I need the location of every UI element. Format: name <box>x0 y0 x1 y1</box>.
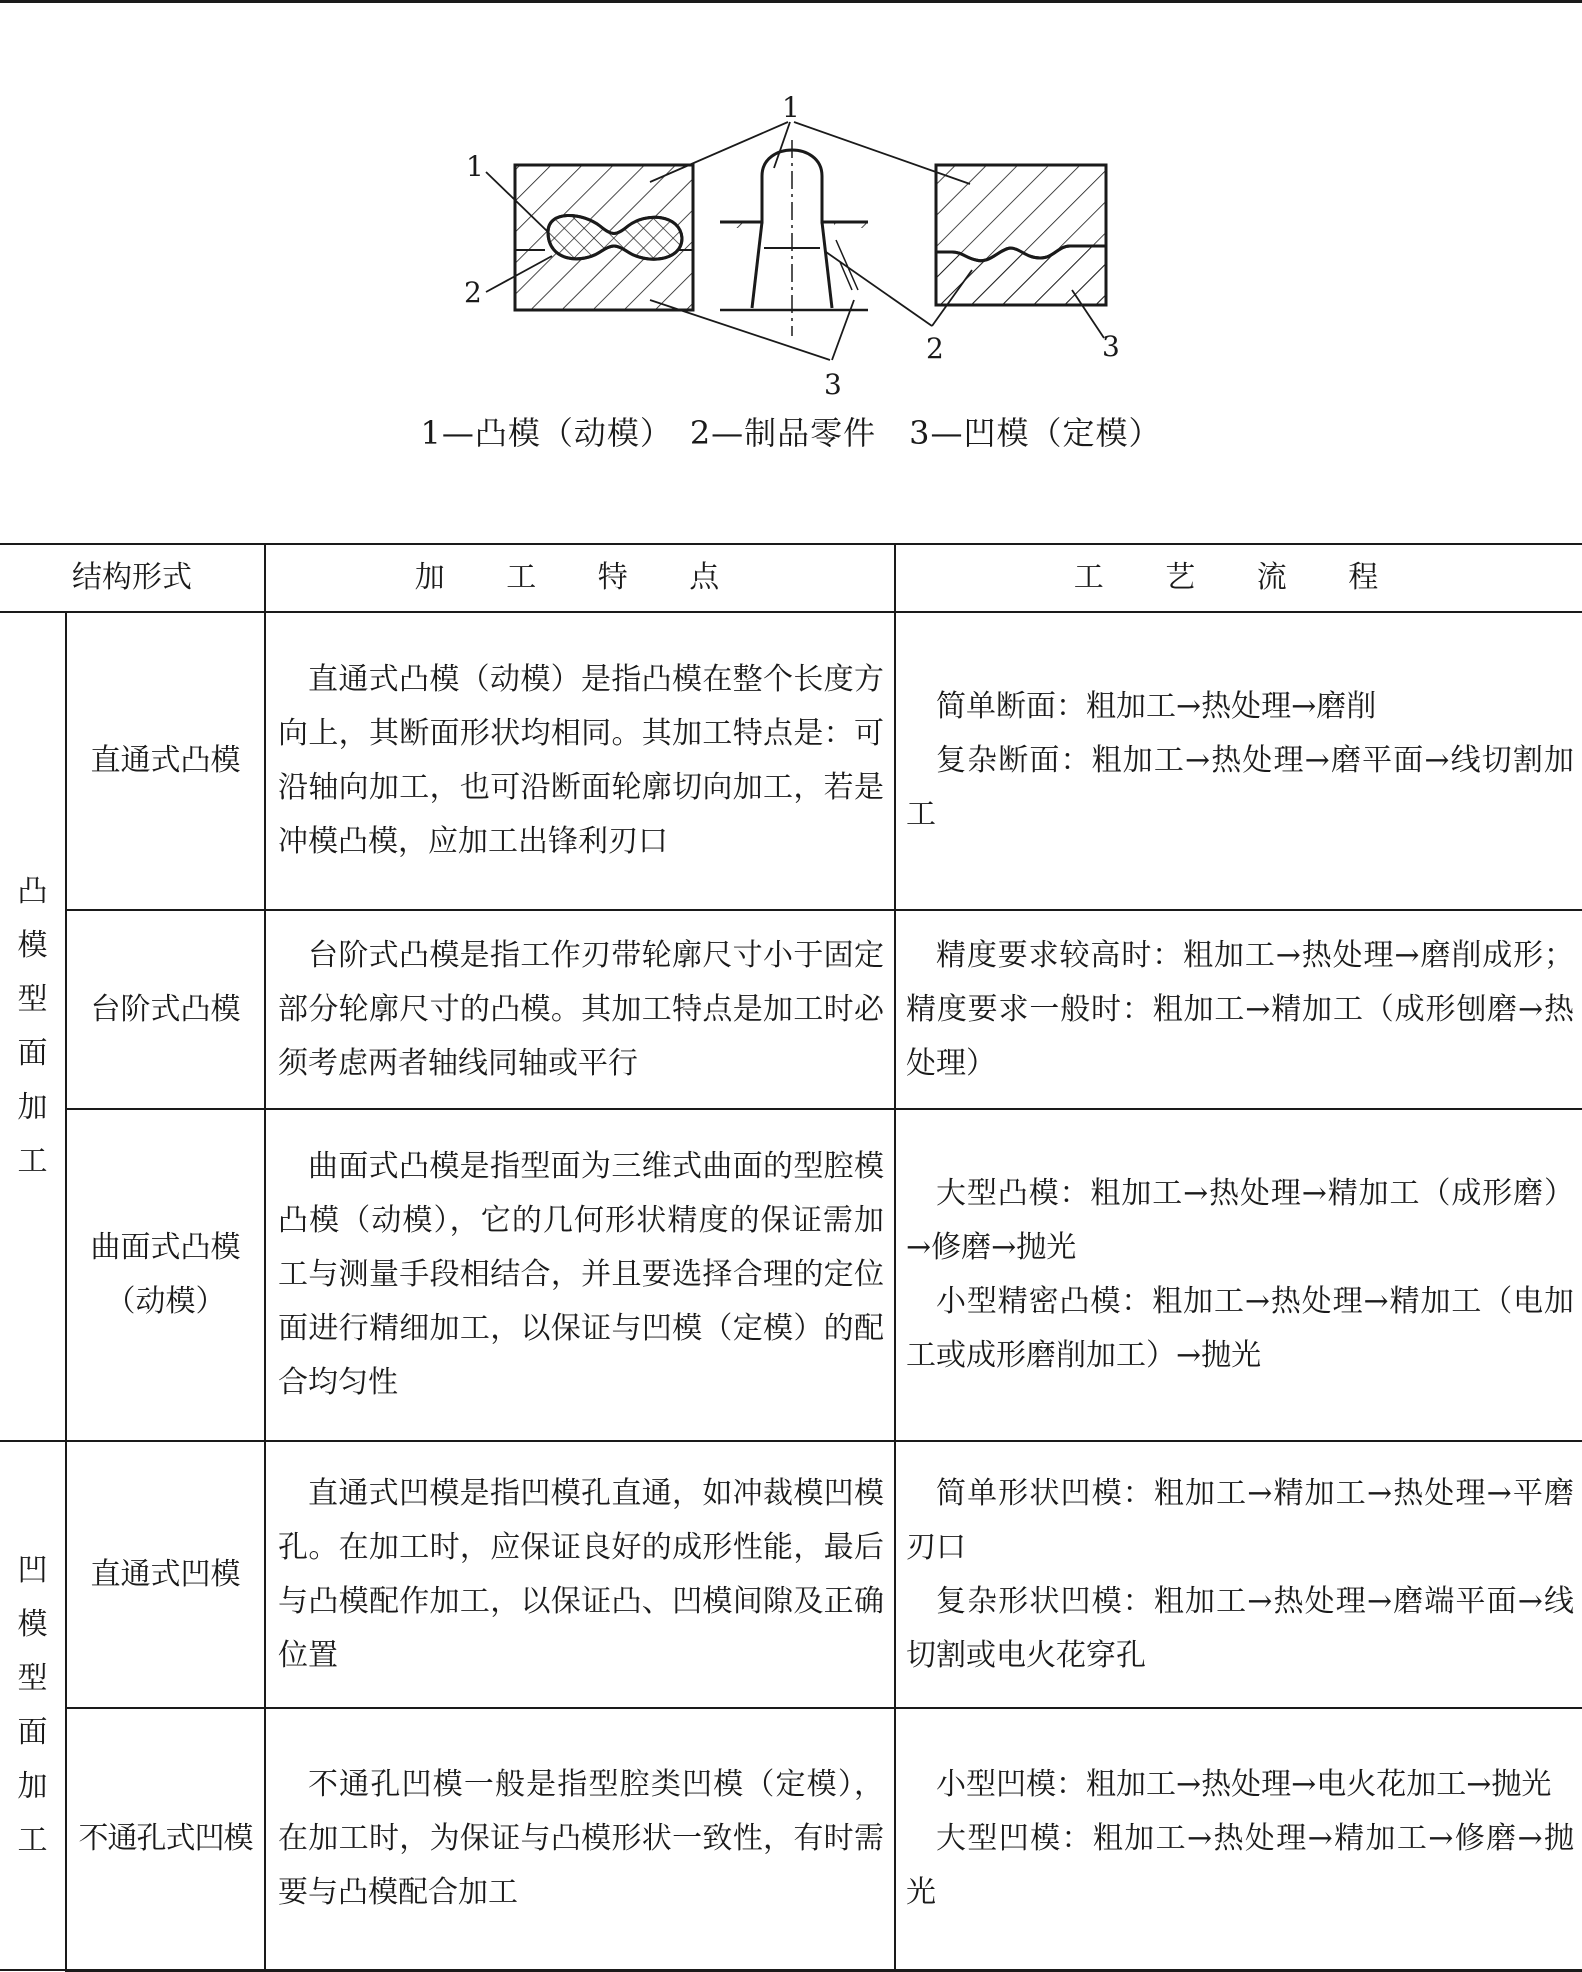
form-cell: 直通式凸模 <box>66 612 265 910</box>
label-3-right: 3 <box>1102 330 1120 363</box>
mold-diagram <box>0 0 1582 520</box>
flow-cell: 小型凹模：粗加工→热处理→电火花加工→抛光 大型凹模：粗加工→热处理→精加工→修磨→抛光 <box>895 1708 1582 1970</box>
form-cell: 台阶式凸模 <box>66 910 265 1109</box>
form-cell: 不通孔式凹模 <box>66 1708 265 1970</box>
form-cell: 曲面式凸模 （动模） <box>66 1109 265 1441</box>
table-row <box>0 1708 1582 1970</box>
middle-mold <box>720 140 868 336</box>
table-row <box>0 612 1582 910</box>
table-row <box>0 910 1582 1109</box>
left-mold <box>515 165 693 310</box>
desc-cell: 不通孔凹模一般是指型腔类凹模（定模），在加工时，为保证与凸模形状一致性，有时需要与凸模配合加工 <box>265 1708 895 1970</box>
header-structure: 结构形式 <box>0 544 265 612</box>
table-row <box>0 1441 1582 1708</box>
flow-cell: 简单断面：粗加工→热处理→磨削 复杂断面：粗加工→热处理→磨平面→线切割加工 <box>895 612 1582 910</box>
figure-caption: 1—凸模（动模） 2—制品零件 3—凹模（定模） <box>420 414 1162 452</box>
mold-diagram-svg <box>0 0 1582 420</box>
desc-cell: 直通式凸模（动模）是指凸模在整个长度方向上，其断面形状均相同。其加工特点是：可沿轴向加工，也可沿断面轮廓切向加工，若是冲模凸模，应加工出锋利刃口 <box>265 612 895 910</box>
label-2-right: 2 <box>926 332 944 365</box>
form-cell: 直通式凹模 <box>66 1441 265 1708</box>
group-die: 凹 模 型 面 加 工 <box>0 1441 66 1970</box>
desc-cell: 曲面式凸模是指型面为三维式曲面的型腔模凸模（动模），它的几何形状精度的保证需加工与测量手段相结合，并且要选择合理的定位面进行精细加工，以保证与凹模（定模）的配合均匀性 <box>265 1109 895 1441</box>
label-2-left: 2 <box>464 276 482 309</box>
process-table <box>0 543 1582 1972</box>
label-1-left: 1 <box>466 150 484 183</box>
flow-cell: 简单形状凹模：粗加工→精加工→热处理→平磨刃口 复杂形状凹模：粗加工→热处理→磨端平面→线切割或电火花穿孔 <box>895 1441 1582 1708</box>
label-1-top: 1 <box>782 91 800 124</box>
label-3-bottom: 3 <box>824 368 842 401</box>
flow-cell: 大型凸模：粗加工→热处理→精加工（成形磨）→修磨→抛光 小型精密凸模：粗加工→热处理→精加工（电加工或成形磨削加工）→抛光 <box>895 1109 1582 1441</box>
group-punch: 凸 模 型 面 加 工 <box>0 612 66 1441</box>
table-row <box>0 1109 1582 1441</box>
header-process: 工 艺 流 程 <box>895 544 1582 612</box>
flow-cell: 精度要求较高时：粗加工→热处理→磨削成形；精度要求一般时：粗加工→精加工（成形刨磨→热处理） <box>895 910 1582 1109</box>
desc-cell: 台阶式凸模是指工作刃带轮廓尺寸小于固定部分轮廓尺寸的凸模。其加工特点是加工时必须考虑两者轴线同轴或平行 <box>265 910 895 1109</box>
desc-cell: 直通式凹模是指凹模孔直通，如冲裁模凹模孔。在加工时，应保证良好的成形性能，最后与凸模配作加工，以保证凸、凹模间隙及正确位置 <box>265 1441 895 1708</box>
header-features: 加 工 特 点 <box>265 544 895 612</box>
header-row <box>0 544 1582 612</box>
